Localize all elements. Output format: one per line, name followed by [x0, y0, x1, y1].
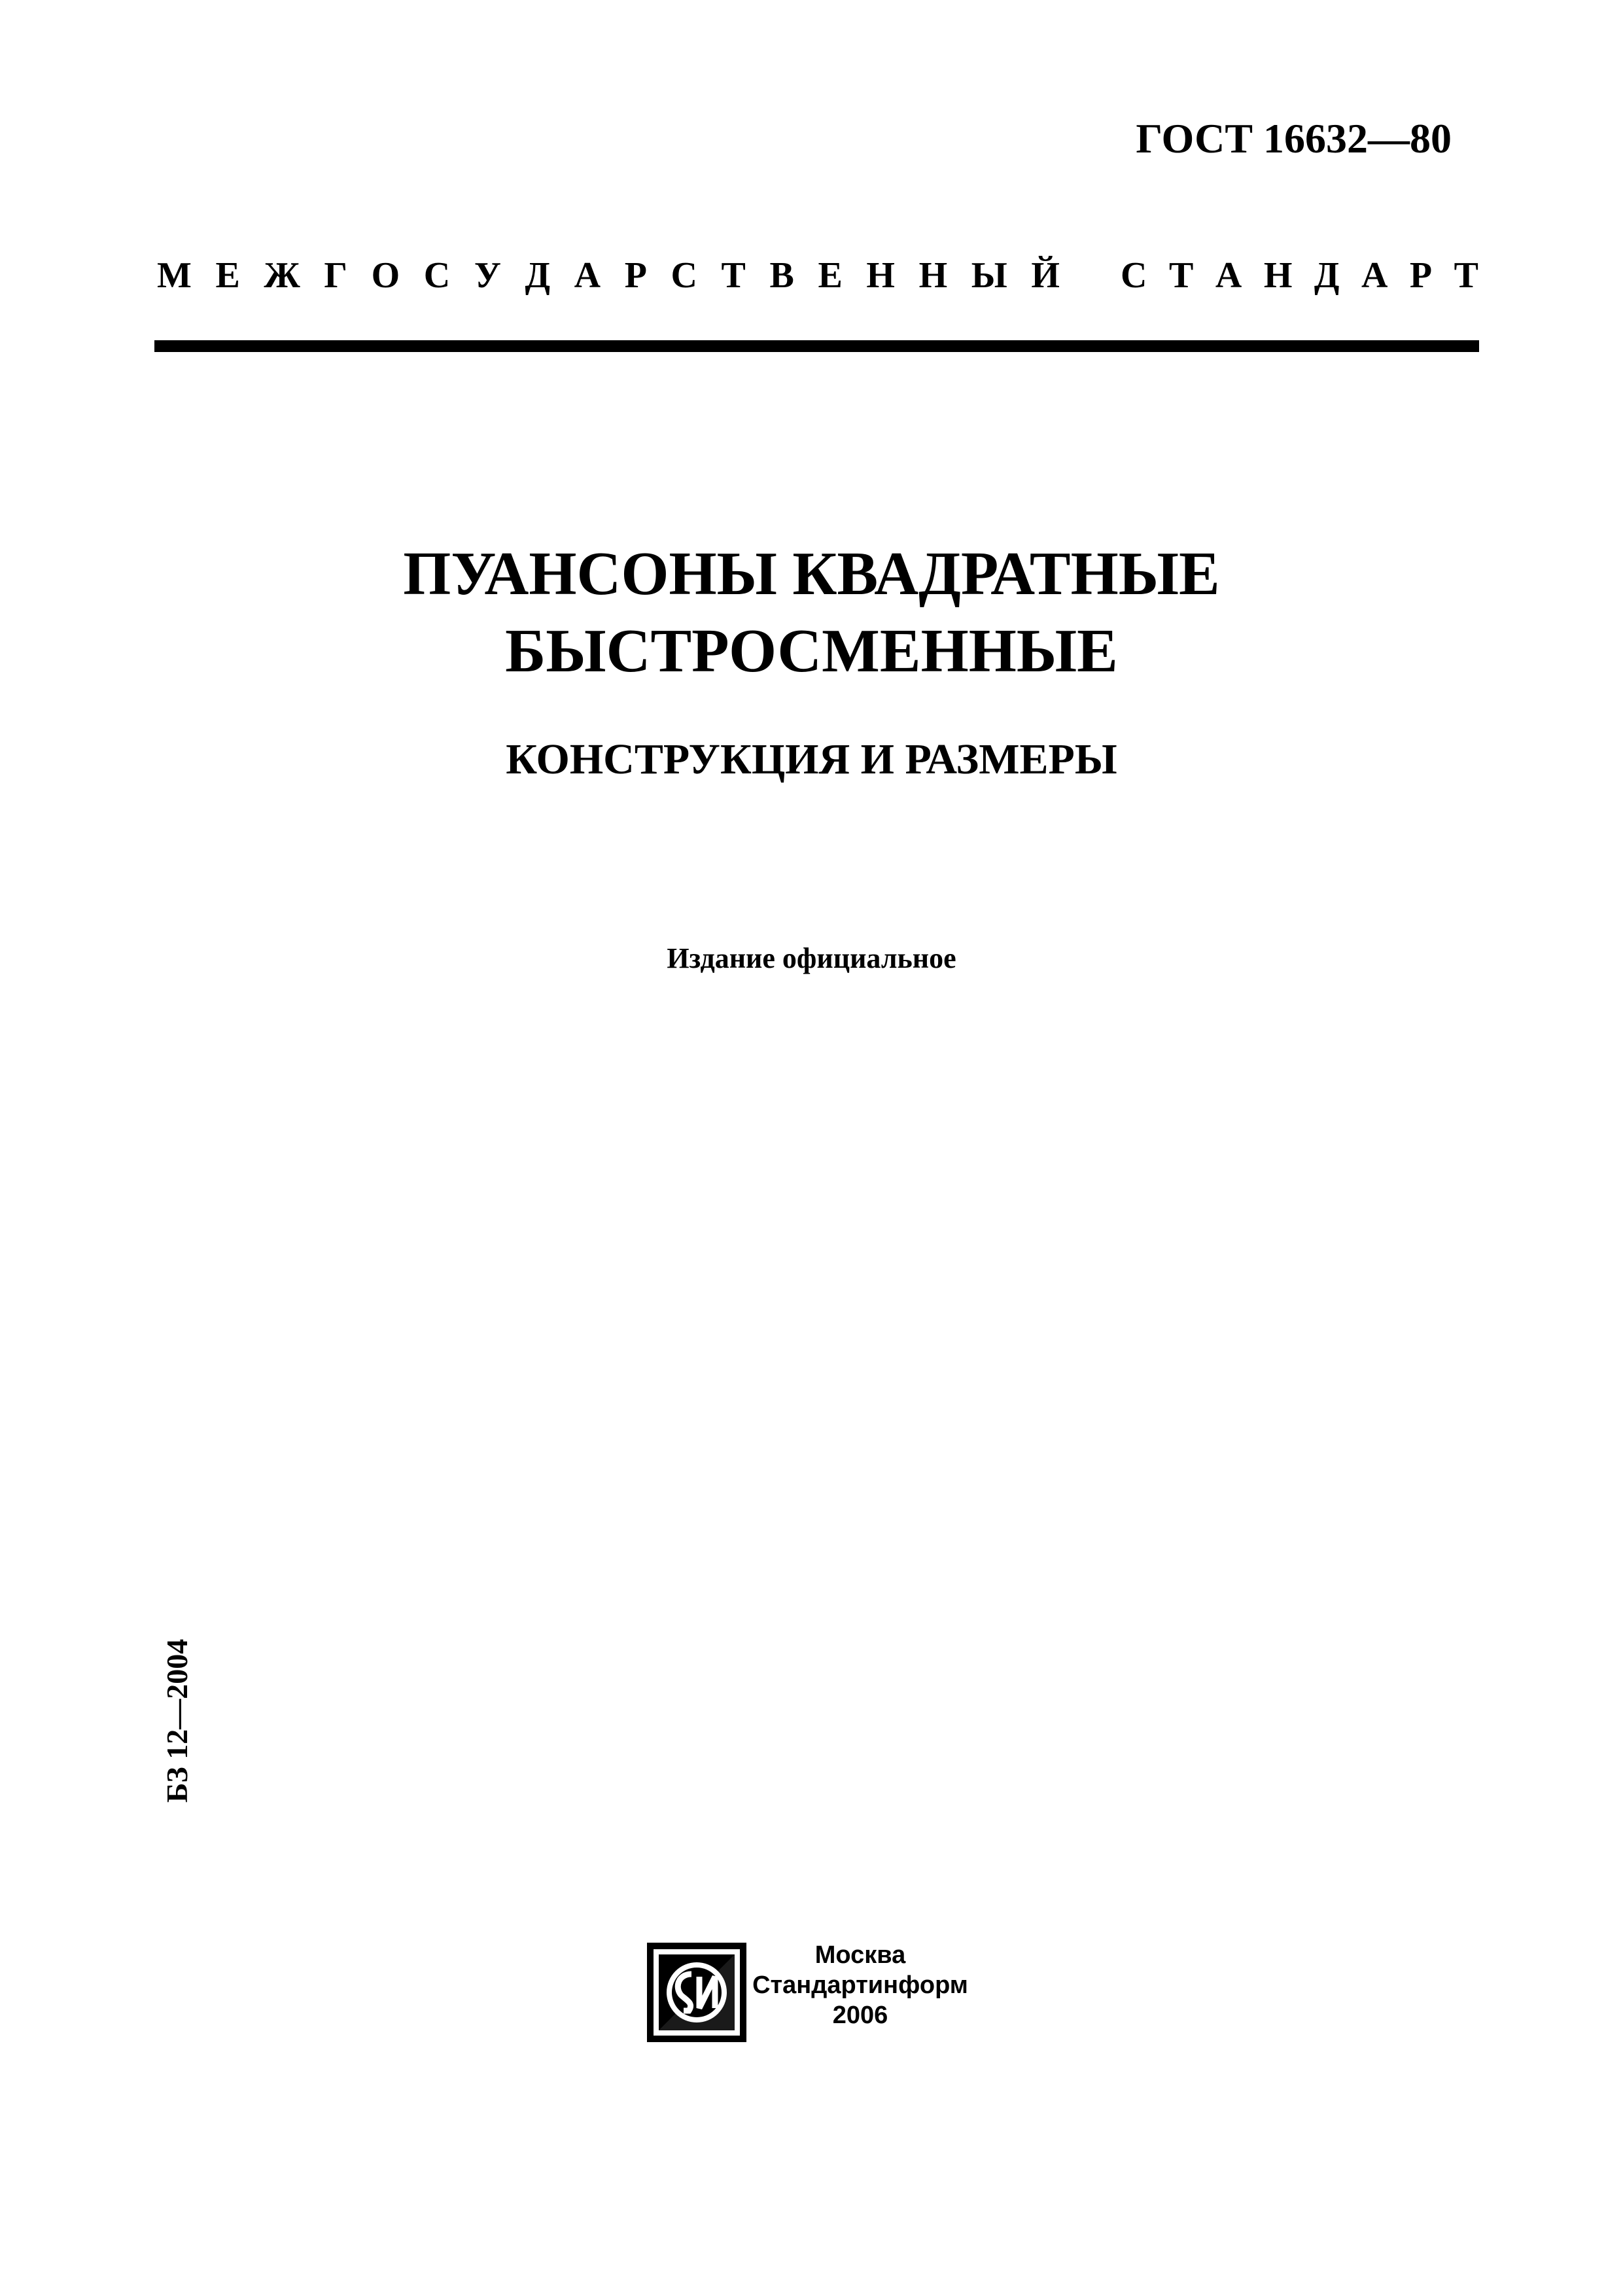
- standard-type-letter: Ж: [264, 255, 300, 296]
- standard-type-letter: М: [157, 255, 192, 296]
- standard-type-letter: С: [423, 255, 451, 296]
- standard-type-letter: С: [1121, 255, 1147, 296]
- standard-type-letter: С: [671, 255, 697, 296]
- standard-type-word-2: [1121, 257, 1478, 294]
- publisher-block: [752, 1940, 968, 2030]
- standard-type-letter: А: [574, 255, 601, 296]
- standard-type-heading: [157, 257, 1478, 294]
- standard-type-letter: Т: [1168, 255, 1194, 296]
- document-subtitle: КОНСТРУКЦИЯ И РАЗМЕРЫ: [506, 735, 1117, 783]
- publisher-year: 2006: [832, 2002, 888, 2029]
- standartinform-logo-icon: [644, 1940, 749, 2045]
- publisher-city: Москва: [814, 1941, 906, 1969]
- document-number: ГОСТ 16632—80: [1136, 115, 1452, 162]
- standard-type-letter: Е: [818, 255, 843, 296]
- standard-type-letter: А: [1361, 255, 1388, 296]
- standard-type-letter: Н: [1263, 255, 1293, 296]
- title-line-2: БЫСТРОСМЕННЫЕ: [505, 617, 1118, 685]
- standard-type-letter: Д: [525, 255, 551, 296]
- standard-type-letter: Н: [918, 255, 948, 296]
- standard-type-letter: Р: [624, 255, 647, 296]
- publisher-name: Стандартинформ: [752, 1971, 968, 1999]
- standard-type-letter: Й: [1031, 255, 1060, 296]
- standard-type-letter: Г: [324, 255, 348, 296]
- standard-type-letter: Е: [215, 255, 240, 296]
- title-line-1: ПУАНСОНЫ КВАДРАТНЫЕ: [403, 540, 1220, 608]
- standard-type-letter: В: [769, 255, 794, 296]
- standard-type-letter: Р: [1409, 255, 1433, 296]
- standard-type-letter: Т: [1454, 255, 1478, 296]
- standard-type-letter: Н: [866, 255, 895, 296]
- standard-type-letter: Т: [721, 255, 746, 296]
- edition-note: Издание официальное: [667, 942, 956, 974]
- standard-type-letter: Ы: [971, 255, 1007, 296]
- standard-type-letter: Д: [1314, 255, 1340, 296]
- standard-type-letter: У: [474, 255, 501, 296]
- standard-type-letter: О: [371, 255, 400, 296]
- title-block: [0, 535, 1623, 690]
- header-rule: [154, 340, 1479, 352]
- standard-type-letter: А: [1215, 255, 1242, 296]
- standard-type-word-1: [157, 257, 1060, 294]
- side-code: БЗ 12—2004: [160, 1638, 194, 1803]
